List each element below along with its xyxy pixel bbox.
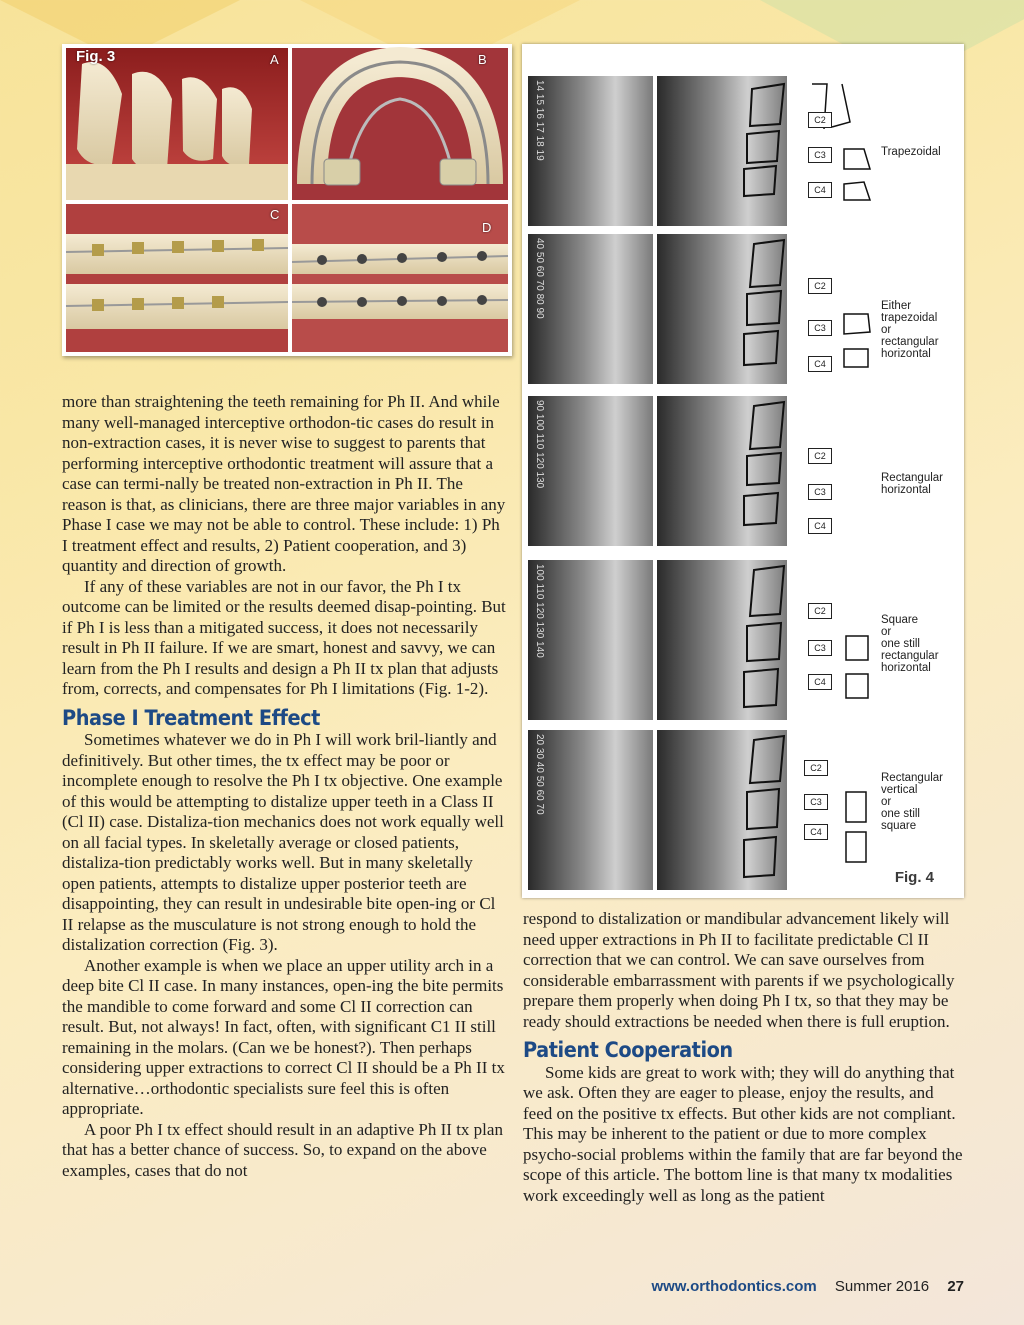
paragraph: If any of these variables are not in our favor, the Ph I tx outcome can be limited or the results deemed disap-pointing. But if Ph I is less than a mitigated success, it does not necessarily result in Ph II failure. If we are smart, honest and savvy, we can learn from the Ph I results and design a Ph II tx plan that adjusts from, corrects, and compensates for Ph I limitations (Fig. 1-2). (62, 576, 506, 698)
vertebra-label-c3: C3 (808, 484, 832, 500)
page-number: 27 (947, 1278, 964, 1295)
figure-3 (62, 44, 512, 356)
ruler-scale: 40 50 60 70 80 90 (534, 238, 545, 319)
photo-panel-c (66, 204, 288, 352)
section-heading-phase-i-treatment-effect: Phase I Treatment Effect (62, 705, 320, 730)
vertebra-label-c4: C4 (804, 824, 828, 840)
vertebra-label-c2: C2 (808, 112, 832, 128)
stage-label-1: Trapezoidal (881, 146, 941, 158)
vertebra-label-c3: C3 (808, 640, 832, 656)
stage-label-2: Either trapezoidal or rectangular horizontal (881, 300, 939, 360)
xray-row-3 (528, 396, 787, 546)
stage-label-5: Rectangular vertical or one still square (881, 772, 944, 832)
figure-4-xrays (522, 44, 964, 898)
ruler-scale: 100 110 120 130 140 (534, 564, 545, 658)
stage-label-3: Rectangular horizontal (881, 472, 944, 496)
xray-row-5 (528, 730, 866, 890)
ruler-scale: 20 30 40 50 60 70 (534, 734, 545, 815)
paragraph: Sometimes whatever we do in Ph I will work bril-liantly and definitively. But other times, the tx effect may be poor or incomplete enough to resolve the Ph I tx objective. One example of this would be attempting to distalize upper teeth in a Class II (Cl II) case. Distaliza-tion mechanics does not work equally well on all facial types. In skeletally average or closed patients, distaliza-tion predictably works well. But in many skeletally open patients, attempts to distalize upper posterior teeth are disappointing, they can result in undesirable bite open-ing or Cl II relapse as the musculature is not strong enough to hold the distalization correction (Fig. 3). (62, 730, 504, 954)
paragraph: Some kids are great to work with; they will do anything that we ask. Often they are eager to please, enjoy the results, and feed on the positive tx effects. But other kids are not compliant. This may be inherent to the patient or due to more complex psycho-social problems within the family that are far beyond the scope of this article. The bottom line is that many tx modalities work exceedingly well as long as the patient (523, 1062, 963, 1205)
vertebra-label-c3: C3 (804, 794, 828, 810)
photo-panel-a (66, 48, 288, 200)
section-heading-patient-cooperation: Patient Cooperation (523, 1038, 733, 1062)
panel-label-c: C (270, 207, 280, 222)
figure-4 (522, 44, 964, 898)
left-column (62, 392, 508, 1181)
panel-label-a: A (270, 52, 279, 67)
paragraph: more than straightening the teeth remaining for Ph II. And while many well-managed interceptive orthodon-tic cases do result in non-extraction cases, it is never wise to suggest to parents that performing interceptive orthodontic treatment will assure that a case can termi-nally be treated non-extraction in Ph II. The reason is that, as clinicians, there are three major variables in any Phase I case we may not be able to control. These include: 1) Ph I treatment effect and results, 2) Patient cooperation, and 3) quantity and direction of growth. (62, 392, 506, 575)
paragraph: respond to distalization or mandibular advancement likely will need upper extractions in Ph II to facilitate predictable Cl II correction that we can control. We can save ourselves from considerable embarrassment with parents if we psychologically prepare them properly when doing Ph I tx, so that they may be ready should extractions be needed when there is full eruption. (523, 909, 955, 1031)
photo-panel-b (292, 48, 508, 200)
panel-label-d: D (482, 220, 492, 235)
vertebra-label-c3: C3 (808, 320, 832, 336)
ruler-scale: 90 100 110 120 130 (534, 400, 545, 489)
panel-label-b: B (478, 52, 487, 67)
figure-3-photos (62, 44, 512, 356)
website-link[interactable]: www.orthodontics.com (651, 1278, 817, 1295)
right-column (523, 909, 964, 1206)
vertebra-label-c4: C4 (808, 182, 832, 198)
vertebra-label-c4: C4 (808, 356, 832, 372)
vertebra-label-c2: C2 (808, 278, 832, 294)
paragraph: Another example is when we place an upper utility arch in a deep bite Cl II case. In many instances, open-ing the bite permits the mandible to come forward and some Cl II correction can result. But, not always! In fact, often, with significant C1 II still remaining in the molars. (Can we be honest?). Then perhaps considering upper extractions to correct Cl II should be a Ph II tx alternative…orthodontic specialists sure feel this is often appropriate. (62, 955, 505, 1118)
ruler-scale: 14 15 16 17 18 19 (534, 80, 545, 161)
page-footer (651, 1278, 964, 1295)
issue-date: Summer 2016 (834, 1278, 930, 1295)
figure-3-label: Fig. 3 (76, 48, 116, 65)
vertebra-label-c4: C4 (808, 674, 832, 690)
vertebra-label-c2: C2 (804, 760, 828, 776)
paragraph: A poor Ph I tx effect should result in an adaptive Ph II tx plan that has a better chance of success. So, to expand on the above examples, cases that do not (62, 1119, 503, 1180)
stage-label-4: Square or one still rectangular horizontal (881, 614, 939, 674)
photo-panel-d (292, 204, 508, 352)
vertebra-label-c2: C2 (808, 603, 832, 619)
vertebra-label-c3: C3 (808, 147, 832, 163)
vertebra-label-c2: C2 (808, 448, 832, 464)
figure-4-label: Fig. 4 (894, 869, 934, 886)
vertebra-label-c4: C4 (808, 518, 832, 534)
